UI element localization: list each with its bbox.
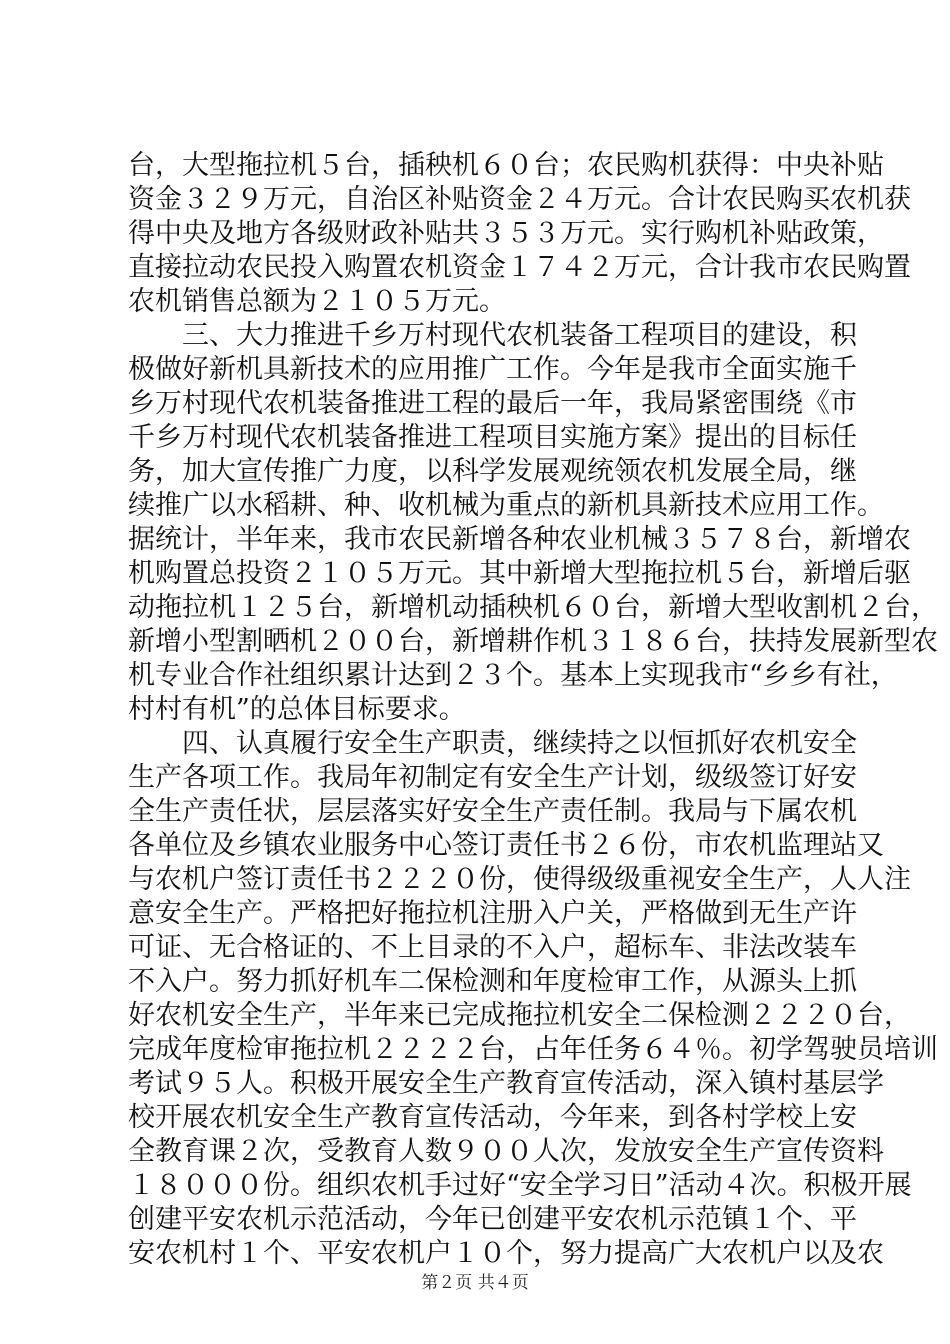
text-line: 安农机村１个、平安农机户１０个，努力提高广大农机户以及农 <box>128 1238 884 1269</box>
text-line: 意安全生产。严格把好拖拉机注册入户关，严格做到无生产许 <box>128 898 857 929</box>
text-line: 据统计，半年来，我市农民新增各种农业机械３５７８台，新增农 <box>128 524 911 555</box>
text-line: 动拖拉机１２５台，新增机动插秧机６０台，新增大型收割机２台， <box>128 592 938 623</box>
text-line: 台，大型拖拉机５台，插秧机６０台；农民购机获得：中央补贴 <box>128 150 884 181</box>
text-line: 得中央及地方各级财政补贴共３５３万元。实行购机补贴政策， <box>128 218 884 249</box>
text-line: 务，加大宣传推广力度，以科学发展观统领农机发展全局，继 <box>128 456 857 487</box>
text-line: １８０００份。组织农机手过好“安全学习日”活动４次。积极开展 <box>128 1170 912 1201</box>
text-line: 极做好新机具新技术的应用推广工作。今年是我市全面实施千 <box>128 354 857 385</box>
text-line: 不入户。努力抓好机车二保检测和年度检审工作，从源头上抓 <box>128 966 857 997</box>
text-line: 与农机户签订责任书２２２０份，使得级级重视安全生产，人人注 <box>128 864 911 895</box>
text-line: 好农机安全生产，半年来已完成拖拉机安全二保检测２２２０台， <box>128 1000 911 1031</box>
text-line: 三、大力推进千乡万村现代农机装备工程项目的建设，积 <box>128 320 857 351</box>
text-line: 机专业合作社组织累计达到２３个。基本上实现我市“乡乡有社， <box>128 660 898 691</box>
text-line: 千乡万村现代农机装备推进工程项目实施方案》提出的目标任 <box>128 422 857 453</box>
page-number-footer: 第２页 共４页 <box>421 1273 529 1293</box>
text-line: 直接拉动农民投入购置农机资金１７４２万元，合计我市农民购置 <box>128 252 911 283</box>
text-line: 校开展农机安全生产教育宣传活动，今年来，到各村学校上安 <box>128 1102 857 1133</box>
text-line: 考试９５人。积极开展安全生产教育宣传活动，深入镇村基层学 <box>128 1068 884 1099</box>
text-line: 各单位及乡镇农业服务中心签订责任书２６份，市农机监理站又 <box>128 830 884 861</box>
text-line: 机购置总投资２１０５万元。其中新增大型拖拉机５台，新增后驱 <box>128 558 911 589</box>
text-line: 完成年度检审拖拉机２２２２台，占年任务６４％。初学驾驶员培训 <box>128 1034 938 1065</box>
text-line: 全教育课２次，受教育人数９００人次，发放安全生产宣传资料 <box>128 1136 884 1167</box>
text-line: 四、认真履行安全生产职责，继续持之以恒抓好农机安全 <box>128 728 857 759</box>
text-line: 新增小型割晒机２００台，新增耕作机３１８６台，扶持发展新型农 <box>128 626 938 657</box>
text-line: 农机销售总额为２１０５万元。 <box>128 286 506 317</box>
text-line: 全生产责任状，层层落实好安全生产责任制。我局与下属农机 <box>128 796 857 827</box>
text-line: 资金３２９万元，自治区补贴资金２４万元。合计农民购买农机获 <box>128 184 911 215</box>
text-line: 创建平安农机示范活动，今年已创建平安农机示范镇１个、平 <box>128 1204 857 1235</box>
text-line: 乡万村现代农机装备推进工程的最后一年，我局紧密围绕《市 <box>128 388 857 419</box>
text-line: 续推广以水稻耕、种、收机械为重点的新机具新技术应用工作。 <box>128 490 884 521</box>
text-line: 村村有机”的总体目标要求。 <box>128 694 466 725</box>
text-line: 生产各项工作。我局年初制定有安全生产计划，级级签订好安 <box>128 762 857 793</box>
text-line: 可证、无合格证的、不上目录的不入户，超标车、非法改装车 <box>128 932 857 963</box>
